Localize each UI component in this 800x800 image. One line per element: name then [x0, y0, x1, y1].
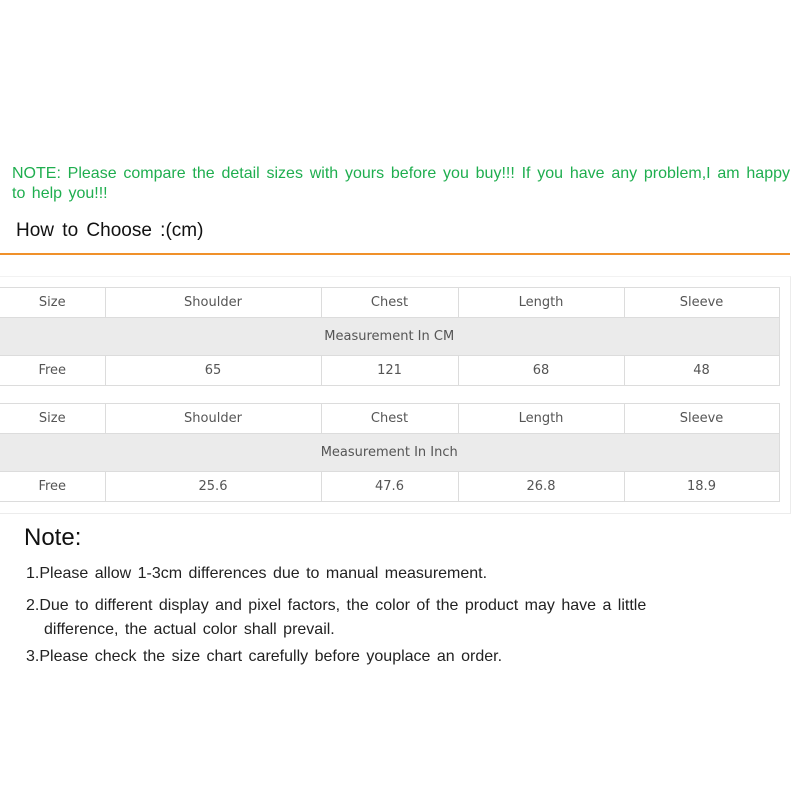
orange-divider — [0, 253, 790, 255]
header-chest: Chest — [321, 404, 458, 434]
header-sleeve: Sleeve — [624, 288, 779, 318]
size-table-cm — [0, 287, 780, 386]
unit-label: Measurement In CM — [0, 318, 779, 356]
note-list — [26, 562, 706, 669]
table-header-row — [0, 404, 779, 434]
size-tables-box — [0, 276, 791, 514]
how-to-choose-title: How to Choose :(cm) — [16, 220, 204, 241]
unit-row — [0, 434, 779, 472]
header-sleeve: Sleeve — [624, 404, 779, 434]
header-shoulder: Shoulder — [105, 288, 321, 318]
unit-row — [0, 318, 779, 356]
size-table-inch — [0, 403, 780, 502]
notice-text: NOTE: Please compare the detail sizes with yours before you buy!!! If you have any problem,I am happy to help you!!! — [12, 165, 790, 202]
note-heading: Note: — [24, 524, 82, 551]
table-row — [0, 356, 779, 386]
header-length: Length — [458, 404, 624, 434]
cell-sleeve: 48 — [624, 356, 779, 386]
table-header-row — [0, 288, 779, 318]
cell-length: 68 — [458, 356, 624, 386]
cell-length: 26.8 — [458, 472, 624, 502]
header-chest: Chest — [321, 288, 458, 318]
cell-size: Free — [0, 472, 105, 502]
header-size: Size — [0, 288, 105, 318]
note-item-3: 3.Please check the size chart carefully before youplace an order. — [26, 648, 503, 665]
note-item-1: 1.Please allow 1-3cm differences due to manual measurement. — [26, 565, 488, 582]
header-shoulder: Shoulder — [105, 404, 321, 434]
unit-label: Measurement In Inch — [0, 434, 779, 472]
cell-size: Free — [0, 356, 105, 386]
table-row — [0, 472, 779, 502]
cell-chest: 47.6 — [321, 472, 458, 502]
cell-shoulder: 65 — [105, 356, 321, 386]
note-item-2: 2.Due to different display and pixel factors, the color of the product may have a little difference, the actual color shall prevail. — [26, 597, 647, 638]
cell-shoulder: 25.6 — [105, 472, 321, 502]
header-length: Length — [458, 288, 624, 318]
cell-sleeve: 18.9 — [624, 472, 779, 502]
header-size: Size — [0, 404, 105, 434]
cell-chest: 121 — [321, 356, 458, 386]
